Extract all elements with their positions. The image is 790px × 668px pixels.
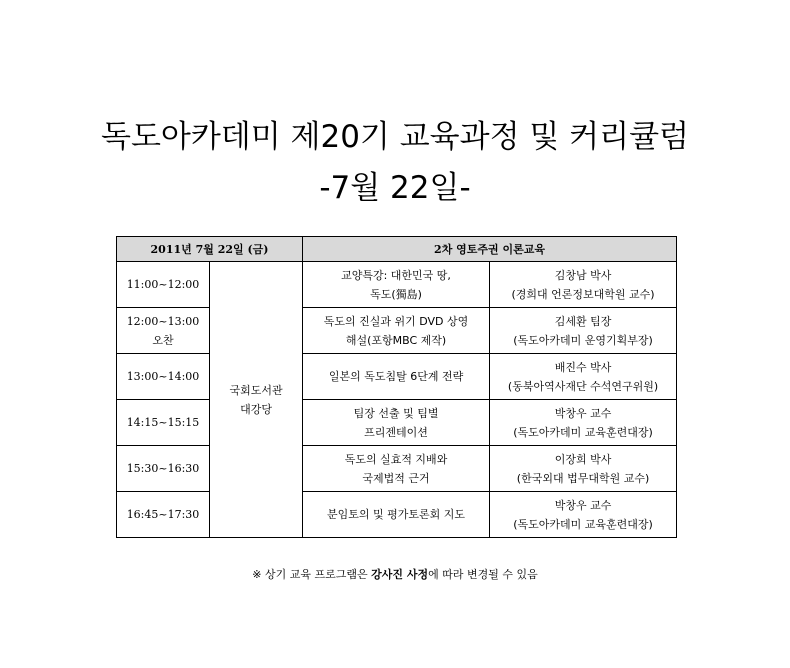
table-row bbox=[117, 354, 677, 400]
speaker-name: 김세환 팀장 bbox=[554, 314, 612, 328]
speaker-name: 배진수 박사 bbox=[554, 360, 612, 374]
speaker-name: 김창남 박사 bbox=[554, 268, 612, 282]
time-cell bbox=[117, 308, 210, 354]
table-row bbox=[117, 400, 677, 446]
speaker-cell bbox=[490, 446, 677, 492]
topic-line2: 해설(포항MBC 제작) bbox=[345, 333, 447, 347]
time-cell bbox=[117, 492, 210, 538]
table-row bbox=[117, 446, 677, 492]
venue-line2: 대강당 bbox=[240, 402, 272, 416]
header-program: 2차 영토주권 이론교육 bbox=[303, 237, 677, 262]
table-row bbox=[117, 308, 677, 354]
speaker-name: 박창우 교수 bbox=[554, 406, 612, 420]
speaker-affiliation: (독도아카데미 교육훈련대장) bbox=[513, 425, 653, 439]
topic-cell bbox=[303, 446, 490, 492]
topic-line1: 독도의 진실과 위기 DVD 상영 bbox=[323, 314, 469, 328]
speaker-affiliation: (한국외대 법무대학원 교수) bbox=[516, 471, 650, 485]
topic-line2: 프리젠테이션 bbox=[364, 425, 428, 439]
speaker-affiliation: (경희대 언론정보대학원 교수) bbox=[511, 287, 655, 301]
topic-cell bbox=[303, 492, 490, 538]
schedule-table bbox=[116, 236, 677, 538]
speaker-name: 박창우 교수 bbox=[554, 498, 612, 512]
topic-line1: 교양특강: 대한민국 땅, bbox=[341, 268, 451, 282]
document-subtitle-date: -7월 22일- bbox=[319, 170, 471, 206]
time-note: 오찬 bbox=[152, 333, 174, 347]
footnote-suffix: 에 따라 변경될 수 있음 bbox=[428, 568, 538, 581]
time-cell bbox=[117, 446, 210, 492]
time-cell bbox=[117, 354, 210, 400]
time-text: 13:00~14:00 bbox=[126, 370, 200, 383]
speaker-cell bbox=[490, 354, 677, 400]
footnote bbox=[0, 566, 790, 582]
speaker-name: 이장희 박사 bbox=[554, 452, 612, 466]
time-text: 11:00~12:00 bbox=[126, 278, 200, 291]
table-row bbox=[117, 492, 677, 538]
topic-line2: 국제법적 근거 bbox=[362, 471, 430, 485]
venue-cell bbox=[210, 262, 303, 538]
speaker-cell bbox=[490, 262, 677, 308]
table-row bbox=[117, 262, 677, 308]
footnote-emphasis: 강사진 사정 bbox=[371, 568, 429, 581]
topic-cell bbox=[303, 400, 490, 446]
time-text: 12:00~13:00 bbox=[126, 314, 200, 328]
time-cell bbox=[117, 262, 210, 308]
speaker-affiliation: (독도아카데미 교육훈련대장) bbox=[513, 517, 653, 531]
table-header-row bbox=[117, 237, 677, 262]
speaker-cell bbox=[490, 308, 677, 354]
document-title: 독도아카데미 제20기 교육과정 및 커리큘럼 bbox=[101, 119, 689, 155]
speaker-cell bbox=[490, 400, 677, 446]
topic-cell bbox=[303, 308, 490, 354]
footnote-prefix: ※ 상기 교육 프로그램은 bbox=[252, 568, 372, 581]
topic-line1: 일본의 독도침탈 6단계 전략 bbox=[328, 370, 464, 383]
venue-line1: 국회도서관 bbox=[229, 383, 283, 397]
topic-cell bbox=[303, 354, 490, 400]
topic-line1: 독도의 실효적 지배와 bbox=[344, 452, 448, 466]
time-text: 15:30~16:30 bbox=[126, 462, 200, 475]
header-date: 2011년 7월 22일 (금) bbox=[117, 237, 303, 262]
topic-cell bbox=[303, 262, 490, 308]
time-text: 16:45~17:30 bbox=[126, 508, 200, 521]
topic-line1: 팀장 선출 및 팀별 bbox=[353, 406, 439, 420]
time-cell bbox=[117, 400, 210, 446]
topic-line1: 분임토의 및 평가토론회 지도 bbox=[327, 508, 466, 521]
speaker-cell bbox=[490, 492, 677, 538]
speaker-affiliation: (독도아카데미 운영기획부장) bbox=[513, 333, 653, 347]
time-text: 14:15~15:15 bbox=[126, 416, 200, 429]
topic-line2: 독도(獨島) bbox=[370, 287, 422, 301]
speaker-affiliation: (동북아역사재단 수석연구위원) bbox=[507, 379, 659, 393]
